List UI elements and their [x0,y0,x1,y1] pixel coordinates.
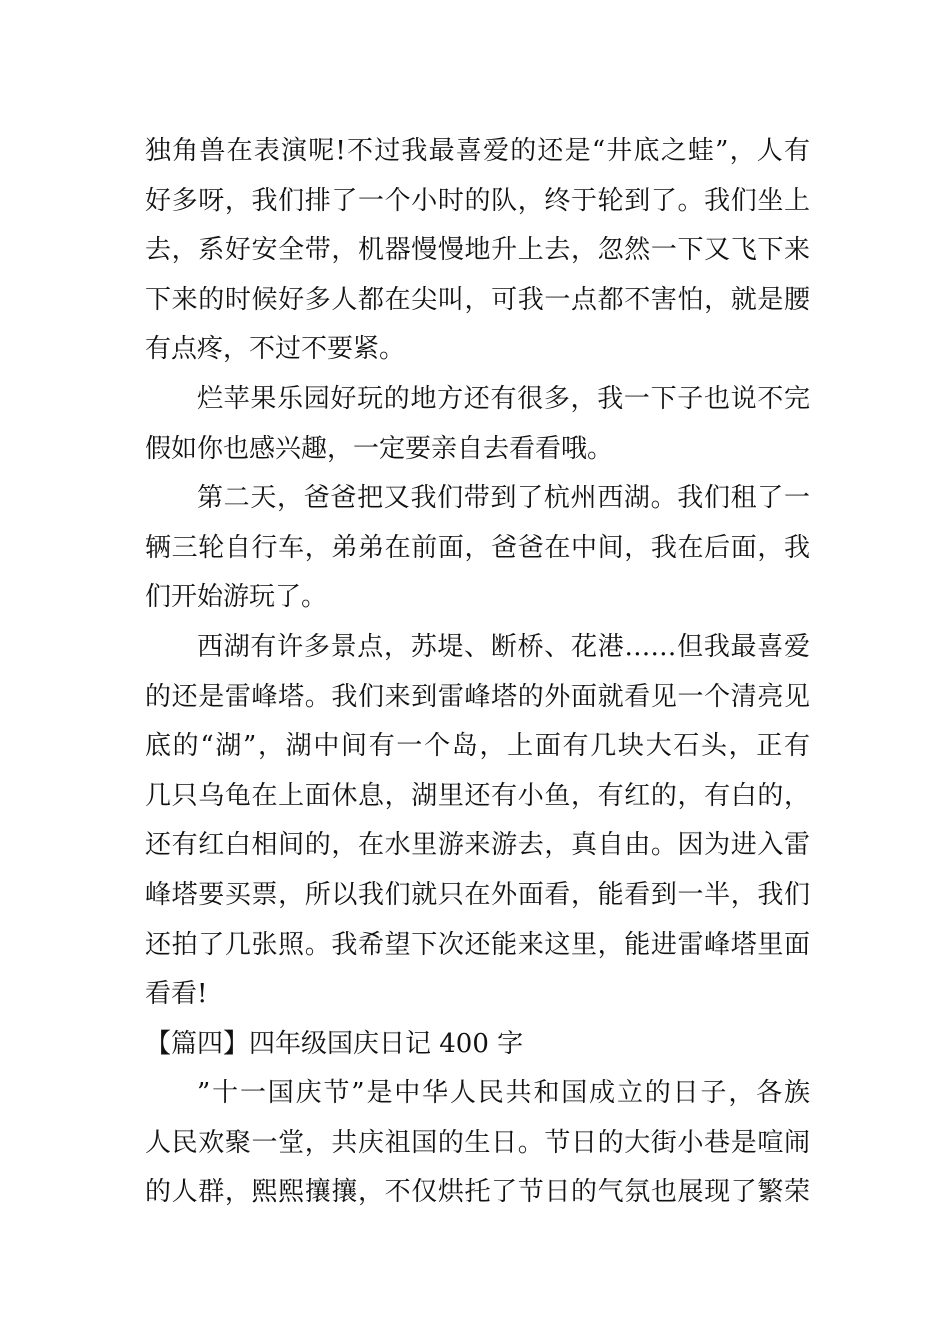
paragraph-line: 峰塔要买票，所以我们就只在外面看，能看到一半，我们 [145,879,810,910]
paragraph-line: 们开始游玩了。 [145,582,328,613]
paragraph-line: 还拍了几张照。我希望下次还能来这里，能进雷峰塔里面 [145,929,810,960]
paragraph-line: 西湖有许多景点，苏堤、断桥、花港……但我最喜爱 [197,631,810,662]
paragraph-line: 底的“湖”，湖中间有一个岛，上面有几块大石头，正有 [145,731,810,762]
paragraph-line: 独角兽在表演呢!不过我最喜爱的还是“井底之蛙”，人有 [145,136,810,166]
paragraph-line: 看看! [145,979,208,1010]
paragraph-line: 烂苹果乐园好玩的地方还有很多，我一下子也说不完 [197,383,810,414]
paragraph-line: 下来的时候好多人都在尖叫，可我一点都不害怕，就是腰 [145,284,810,315]
paragraph-line: 辆三轮自行车，弟弟在前面，爸爸在中间，我在后面，我 [145,532,810,563]
paragraph-line: 还有红白相间的，在水里游来游去，真自由。因为进入雷 [145,830,810,861]
paragraph-line: 几只乌龟在上面休息，湖里还有小鱼，有红的，有白的， [145,780,810,811]
paragraph-line: 有点疼，不过不要紧。 [145,334,406,365]
paragraph-line: 好多呀，我们排了一个小时的队，终于轮到了。我们坐上 [145,185,810,216]
document-body [145,127,810,1218]
paragraph-line: 的还是雷峰塔。我们来到雷峰塔的外面就看见一个清亮见 [145,681,810,712]
paragraph-line: 假如你也感兴趣，一定要亲自去看看哦。 [145,433,614,464]
paragraph-line: 人民欢聚一堂，共庆祖国的生日。节日的大街小巷是喧闹 [145,1127,810,1158]
paragraph-line: 去，系好安全带，机器慢慢地升上去，忽然一下又飞下来 [145,235,810,266]
paragraph-line: ”十一国庆节”是中华人民共和国成立的日子，各族 [197,1078,810,1109]
section-heading: 【篇四】四年级国庆日记 400 字 [145,1028,524,1059]
paragraph-line: 的人群，熙熙攘攘，不仅烘托了节日的气氛也展现了繁荣 [145,1177,810,1208]
paragraph-line: 第二天，爸爸把又我们带到了杭州西湖。我们租了一 [197,483,810,514]
